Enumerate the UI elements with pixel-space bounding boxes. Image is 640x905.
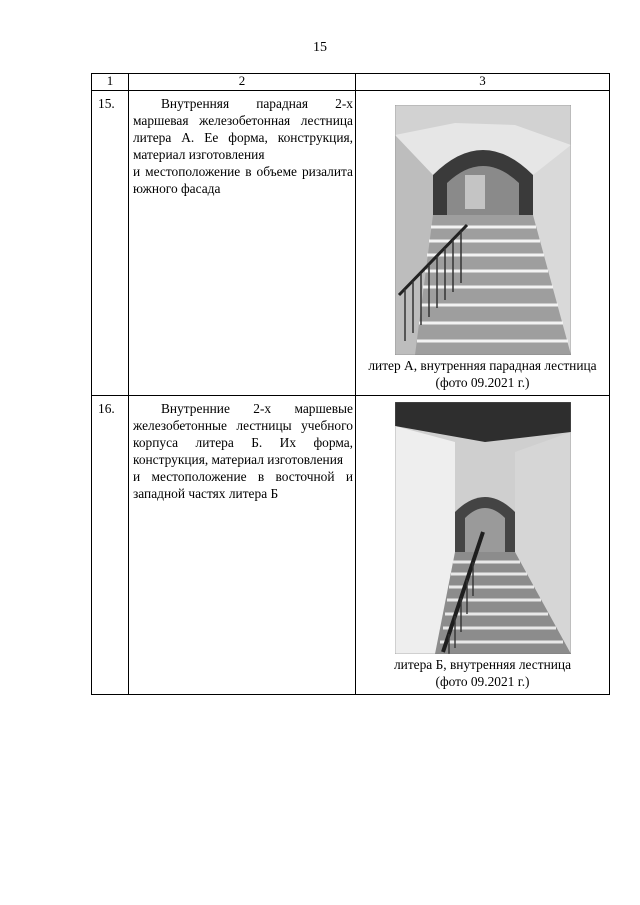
description-text: Внутренняя парадная 2-х маршевая железобетонная лестница литера А. Ее форма, конструкция, материал изготовления: [133, 96, 353, 162]
table-header-row: [92, 74, 610, 91]
description-text: Внутренние 2-х маршевые железобетонные лестницы учебного корпуса литера Б. Их форма, конструкция, материал изготовления: [133, 401, 353, 467]
row-photo-cell: [356, 91, 610, 396]
monument-elements-table: [91, 73, 610, 695]
table-row: [92, 396, 610, 695]
page-number: 15: [313, 40, 327, 55]
column-header-description: 2: [129, 74, 356, 91]
row-photo-cell: [356, 396, 610, 695]
description-text: и местоположение в восточной и западной частях литера Б: [133, 469, 353, 501]
row-number: 16.: [92, 396, 129, 695]
description-text: и местоположение в объеме ризалита южного фасада: [133, 164, 353, 196]
staircase-photo: [395, 105, 571, 355]
row-description: [129, 396, 356, 695]
photo-date: (фото 09.2021 г.): [435, 674, 530, 689]
photo-caption: литер А, внутренняя парадная лестница: [368, 358, 597, 373]
photo-caption: литера Б, внутренняя лестница: [393, 657, 572, 672]
table-row: [92, 91, 610, 396]
photo-date: (фото 09.2021 г.): [435, 375, 530, 390]
staircase-photo: [395, 402, 571, 654]
row-description: [129, 91, 356, 396]
row-number: 15.: [92, 91, 129, 396]
column-header-number: 1: [92, 74, 129, 91]
column-header-photo: 3: [356, 74, 610, 91]
